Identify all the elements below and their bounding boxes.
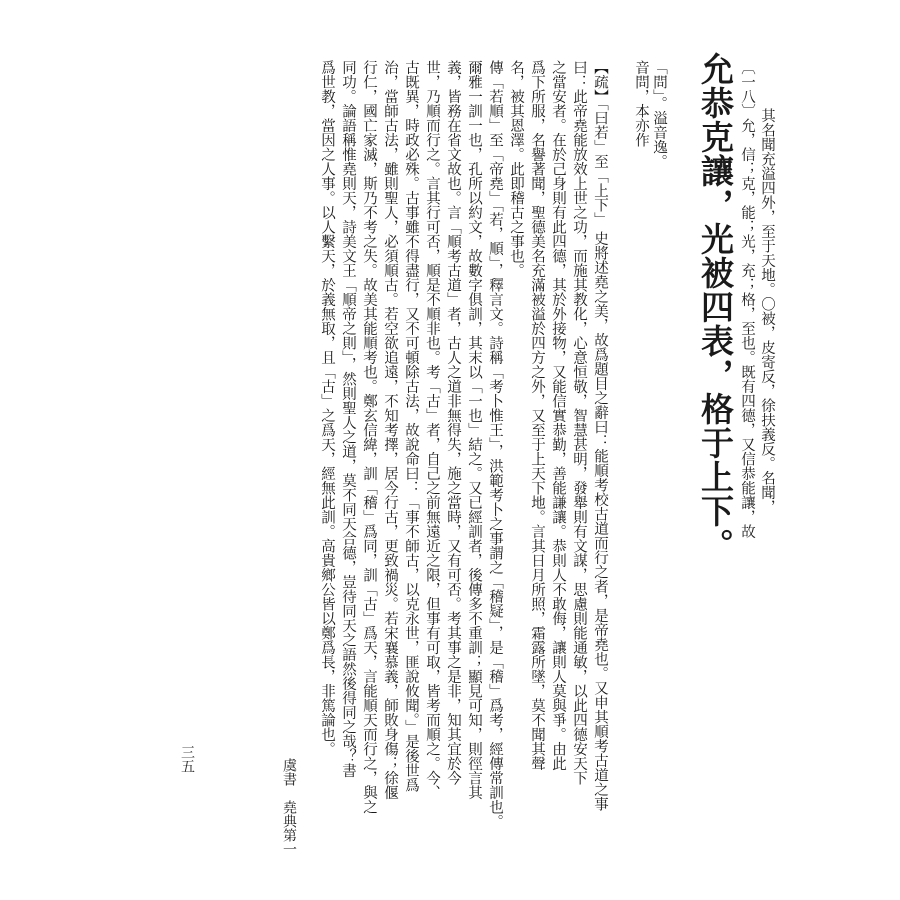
classic-verse-title: 允恭克讓，光被四表，格于上下。 [696, 52, 735, 562]
sidenote-line-1: 音問，本亦作 [633, 60, 649, 147]
running-footer: 虞書 堯典第一 [281, 758, 297, 856]
commentary-line-3: 之當安者。在於己身則有此四德，其於外接物，又能信實恭勤，善能謙讓。恭則人不敢侮，讓則人莫與爭。由此 [550, 60, 566, 771]
commentary-line-6: 傳「若順」至「帝堯」「若，順」，釋言文。詩稱「考卜惟王」，洪範考卜之事謂之「稽疑」，是「稽」爲考，經傳常訓也。 [487, 60, 503, 829]
commentary-line-1: 【疏】「曰若」至「上下」 史將述堯之美，故爲題目之辭曰：能順考校古道而行之者，是帝堯也。又申其順考古道之事 [592, 60, 608, 812]
commentary-line-10: 古既異，時政必殊。古事雖不得盡行，又不可頓除古法，故說命曰：「事不師古，以克永世，匪說攸聞。」是後世爲 [403, 60, 419, 793]
note-line-2: 其名聞充溢四外，至于天地。〇被，皮寄反，徐扶義反。名聞， [759, 108, 775, 514]
commentary-line-13: 同功。論語稱惟堯則天，詩美文王「順帝之則」，然則聖人之道，莫不同天合德，豈待同天之語然後得同之哉？書 [340, 60, 356, 778]
commentary-line-14: 爲世教，當因之人事。以人繫天，於義無取，且「古」之爲天，經無此訓。高貴鄉公皆以鄭爲長，非篤論也。 [319, 60, 335, 756]
sidenote-line-2: 「問」。溢音逸。 [651, 60, 667, 169]
page-number: 三五 [179, 745, 195, 773]
commentary-line-8: 義，皆務在省文故也。言「順考古道」者，古人之道非無得失，施之當時，又有可否。考其事之是非，知其宜於今 [445, 60, 461, 785]
commentary-line-12: 行仁，國亡家滅，斯乃不考之失。故美其能順考也。鄭玄信緯，訓「稽」爲同，訓「古」爲天，言能順天而行之，與之 [361, 60, 377, 814]
commentary-line-9: 世，乃順而行之。言其行可否，順是不順非也。考「古」者，自己之前無遠近之限，但事有可取，皆考而順之。今、 [424, 60, 440, 800]
commentary-line-11: 治，當師古法，雖則聖人，必須順古。若空欲追遠，不知考擇，居今行古，更致禍災。若宋襄慕義，師敗身傷；徐偃 [382, 60, 398, 800]
commentary-line-4: 爲下所服，名譽著聞，聖德美名充滿被溢於四方之外，又至于上天下地。言其日月所照，霜露所墜，莫不聞其聲 [529, 60, 545, 771]
commentary-line-2: 曰：此帝堯能放效上世之功，而施其教化，心意恒敬，智慧甚明，發舉則有文謀，思慮則能通敏，以此四德安天下 [571, 60, 587, 785]
commentary-line-7: 爾雅一訓一也，孔所以約文，故數字俱訓，其末以「一也」結之。又已經訓者，後傳多不重訓；顯見可知，則徑言其 [466, 60, 482, 800]
note-line-1: 〔一八〕允，信；克，能；光，充；格，至也。既有四德，又信恭能讓，故 [739, 60, 755, 539]
commentary-line-5: 名，被其恩澤。此即稽古之事也。 [508, 60, 524, 278]
